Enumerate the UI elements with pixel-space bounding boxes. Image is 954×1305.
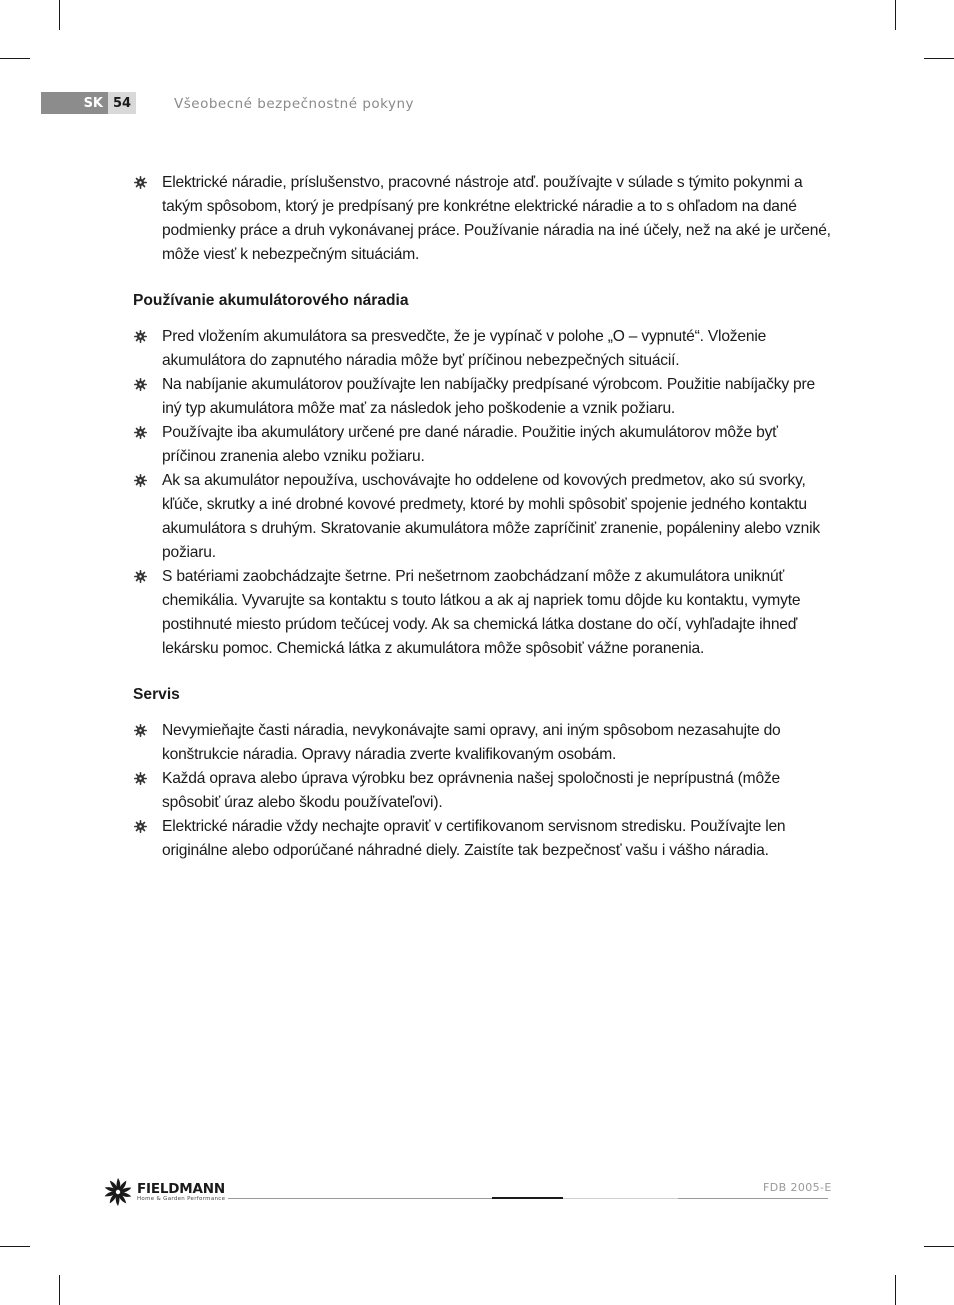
list-item [133, 325, 833, 373]
gear-bullet-icon [134, 426, 147, 439]
crop-mark [59, 0, 60, 30]
gear-bullet-icon [134, 570, 147, 583]
crop-mark [924, 58, 954, 59]
list-item [133, 719, 833, 767]
gear-bullet-icon [134, 820, 147, 833]
brand-name: FIELDMANN [137, 1180, 225, 1197]
gear-bullet-icon [134, 330, 147, 343]
list-item-text: Elektrické náradie, príslušenstvo, pracovné nástroje atď. používajte v súlade s týmito pokynmi a takým spôsobom, ktorý je predpísaný pre konkrétne elektrické náradie a to s ohľadom na dané podmienky práce a druh vykonávanej práce. Používanie náradia na iné účely, než na aké je určené, môže viesť k nebezpečným situáciám. [162, 174, 831, 263]
crop-mark [895, 1275, 896, 1305]
brand-tagline: Home & Garden Performance [137, 1195, 226, 1202]
footer-rule [228, 1198, 492, 1199]
list-item [133, 767, 833, 815]
model-code: FDB 2005-E [763, 1181, 832, 1194]
list-item-text: Nevymieňajte časti náradia, nevykonávajte sami opravy, ani iným spôsobom nezasahujte do konštrukcie náradia. Opravy náradia zverte kvalifikovaným osobám. [162, 722, 781, 763]
list-item-text: Elektrické náradie vždy nechajte opraviť v certifikovanom servisnom stredisku. Používajte len originálne alebo odporúčané náhradné diely. Zaistíte tak bezpečnosť vašu i vášho náradia. [162, 818, 786, 859]
gear-bullet-icon [134, 378, 147, 391]
footer-rule [563, 1198, 678, 1199]
page-number: 54 [108, 92, 136, 114]
brand-logo [103, 1177, 225, 1207]
pinwheel-logo-icon [103, 1177, 133, 1207]
list-item [133, 373, 833, 421]
main-content [133, 171, 833, 863]
heading-service: Servis [133, 686, 180, 703]
logo-text [137, 1182, 225, 1203]
crop-mark [59, 1275, 60, 1305]
list-item-text: Každá oprava alebo úprava výrobku bez oprávnenia našej spoločnosti je neprípustná (môže spôsobiť úraz alebo škodu používateľovi). [162, 770, 781, 811]
list-item-text: Ak sa akumulátor nepoužíva, uschovávajte ho oddelene od kovových predmetov, ako sú svorky, kľúče, skrutky a iné drobné kovové predmety, ktoré by mohli spôsobiť spojenie jedného kontaktu akumulátora s druhým. Skratovanie akumulátora môže zapríčiniť zranenie, popáleniny alebo vznik požiaru. [162, 472, 820, 561]
crop-mark [0, 1246, 30, 1247]
list-item [133, 469, 833, 565]
page-header-tab [41, 92, 136, 114]
battery-list [133, 325, 833, 661]
crop-mark [895, 0, 896, 30]
service-list [133, 719, 833, 863]
gear-bullet-icon [134, 474, 147, 487]
running-section-title: Všeobecné bezpečnostné pokyny [174, 96, 415, 112]
intro-list [133, 171, 833, 267]
list-item-text: S batériami zaobchádzajte šetrne. Pri nešetrnom zaobchádzaní môže z akumulátora uniknúť chemikália. Vyvarujte sa kontaktu s touto látkou a ak aj napriek tomu dôjde ku kontaktu, vymyte postihnuté miesto prúdom tečúcej vody. Ak sa chemická látka dostane do očí, vyhľadajte ihneď lekársku pomoc. Chemická látka z akumulátora môže spôsobiť vážne poranenia. [162, 568, 801, 657]
footer-rule [492, 1197, 563, 1199]
list-item-text: Pred vložením akumulátora sa presvedčte, že je vypínač v polohe „O – vypnuté“. Vloženie akumulátora do zapnutého náradia môže byť príčinou nebezpečných situácií. [162, 328, 767, 369]
crop-mark [924, 1246, 954, 1247]
list-item-text: Používajte iba akumulátory určené pre dané náradie. Použitie iných akumulátorov môže byť príčinou zranenia alebo vzniku požiaru. [162, 424, 778, 465]
list-item [133, 171, 833, 267]
list-item [133, 565, 833, 661]
language-badge: SK [41, 92, 108, 114]
list-item [133, 421, 833, 469]
list-item [133, 815, 833, 863]
heading-battery-tools: Používanie akumulátorového náradia [133, 292, 409, 309]
list-item-text: Na nabíjanie akumulátorov používajte len nabíjačky predpísané výrobcom. Použitie nabíjačky pre iný typ akumulátora môže mať za následok jeho poškodenie a vznik požiaru. [162, 376, 815, 417]
gear-bullet-icon [134, 176, 147, 189]
crop-mark [0, 58, 30, 59]
gear-bullet-icon [134, 724, 147, 737]
gear-bullet-icon [134, 772, 147, 785]
footer-rule [678, 1198, 828, 1199]
